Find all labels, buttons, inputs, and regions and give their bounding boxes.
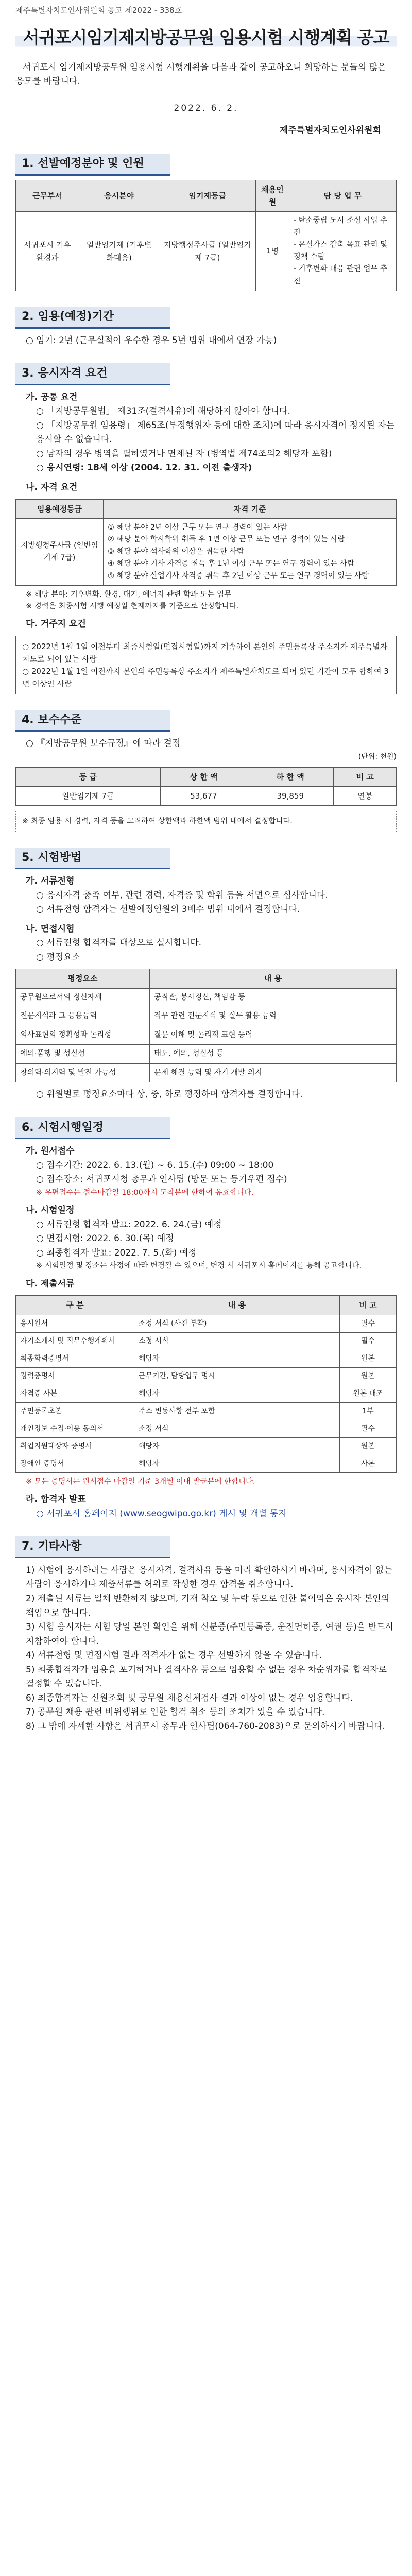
schedule-note: ※ 시험일정 및 장소는 사정에 따라 변경될 수 있으며, 변경 시 서귀포시 홈페이지를 통해 공고합니다. <box>36 1262 362 1270</box>
cell-doc: 자격증 사본 <box>16 1385 134 1402</box>
cell-doc-remark: 1부 <box>340 1402 397 1420</box>
cell-doc: 취업지원대상자 증명서 <box>16 1437 134 1455</box>
cell-doc-desc: 소정 서식 (사진 부착) <box>134 1315 340 1332</box>
pay-line: ○ 『지방공무원 보수규정』에 따라 결정 <box>26 738 181 749</box>
documents-note: ※ 모든 증명서는 원서접수 마감일 기준 3개월 이내 발급분에 한합니다. <box>26 1477 255 1486</box>
subheading-interview: 나. 면접시험 <box>26 923 75 934</box>
table-header-row <box>16 969 397 988</box>
cell-desc: 질문 이해 및 논리적 표현 능력 <box>150 1026 397 1044</box>
cell-lower: 39,859 <box>247 786 334 805</box>
list-item: 2) 제출된 서류는 일체 반환하지 않으며, 기재 착오 및 누락 등으로 인한 불이익은 응시자 본인의 책임으로 합니다. <box>26 1593 390 1618</box>
cell-factor: 전문지식과 그 응용능력 <box>16 1007 150 1026</box>
qualification-note: ※ 경력은 최종시험 시행 예정일 현재까지를 기준으로 산정합니다. <box>26 602 239 611</box>
list-item: 4) 서류전형 및 면접시험 결과 적격자가 없는 경우 선발하지 않을 수 있습니다. <box>26 1650 322 1661</box>
subheading-application: 가. 원서접수 <box>26 1146 75 1157</box>
residence-item: ○ 2022년 1월 1일 이전부터 최종시험일(면접시험일)까지 계속하여 본인의 주민등록상 주소지가 제주특별자치도로 되어 있는 사람 <box>22 641 388 664</box>
cell-doc-desc: 해당자 <box>134 1350 340 1367</box>
table-row <box>16 1045 397 1063</box>
cell-dept: 서귀포시 기후환경과 <box>16 212 79 291</box>
cell-field: 일반임기제 (기후변화대응) <box>79 212 159 291</box>
col-header: 자격 기준 <box>104 499 397 518</box>
col-header: 평정요소 <box>16 969 150 988</box>
list-item: 3) 시험 응시자는 시험 당일 본인 확인을 위해 신분증(주민등록증, 운전면허증, 여권 등)을 반드시 지참하여야 합니다. <box>26 1622 393 1647</box>
table-row <box>16 1007 397 1026</box>
subheading-common-req: 가. 공통 요건 <box>26 392 78 402</box>
section-heading-5: 5. 시험방법 <box>15 848 170 870</box>
table-row <box>16 1332 397 1350</box>
table-row <box>16 1315 397 1332</box>
list-item: 8) 그 밖에 자세한 사항은 서귀포시 총무과 인사팀(064-760-2083)으로 문의하시기 바랍니다. <box>26 1721 385 1732</box>
cell-grade: 지방행정주사급 (일반임기제 7급) <box>16 518 104 585</box>
cell-doc: 개인정보 수집·이용 동의서 <box>16 1420 134 1437</box>
cell-factor: 예의·품행 및 성실성 <box>16 1045 150 1063</box>
cell-criteria <box>104 518 397 585</box>
pay-table <box>15 767 397 806</box>
table-row <box>16 1385 397 1402</box>
schedule-item: ○ 접수장소: 서귀포시청 총무과 인사팀 (방문 또는 등기우편 접수) <box>36 1174 287 1185</box>
table-row <box>16 1402 397 1420</box>
table-header-row <box>16 180 397 212</box>
table-row <box>16 1063 397 1082</box>
method-item: ○ 서류전형 합격자를 대상으로 실시합니다. <box>36 938 202 948</box>
cell-doc-desc: 해당자 <box>134 1385 340 1402</box>
cell-remark: 연봉 <box>334 786 397 805</box>
schedule-item: ○ 면접시험: 2022. 6. 30.(목) 예정 <box>36 1233 174 1244</box>
cell-doc-desc: 해당자 <box>134 1455 340 1472</box>
section-heading-1: 1. 선발예정분야 및 인원 <box>15 154 170 176</box>
schedule-item: ○ 접수기간: 2022. 6. 13.(월) ~ 6. 15.(수) 09:00 ~ 18:00 <box>36 1160 274 1171</box>
cell-doc-remark: 필수 <box>340 1332 397 1350</box>
col-header: 임기제등급 <box>159 180 256 212</box>
criteria-item: ② 해당 분야 학사학위 취득 후 1년 이상 근무 또는 연구 경력이 있는 사람 <box>108 535 345 544</box>
col-header: 임용예정등급 <box>16 499 104 518</box>
col-header: 담 당 업 무 <box>289 180 396 212</box>
cell-doc-desc: 근무기간, 담당업무 명시 <box>134 1367 340 1385</box>
table-row <box>16 1420 397 1437</box>
announcement-method: ○ 서귀포시 홈페이지 (www.seogwipo.go.kr) 게시 및 개별 통지 <box>36 1508 287 1519</box>
cell-doc: 장애인 증명서 <box>16 1455 134 1472</box>
qualification-table <box>15 499 397 586</box>
subheading-announcement: 라. 합격자 발표 <box>26 1494 86 1505</box>
section-heading-2: 2. 임용(예정)기간 <box>15 307 170 329</box>
table-header-row <box>16 767 397 786</box>
col-header: 하 한 액 <box>247 767 334 786</box>
req-item: ○ 「지방공무원 임용령」 제65조(부정행위자 등에 대한 조치)에 따라 응시자격이 정지된 자는 응시할 수 없습니다. <box>36 420 395 445</box>
table-row <box>16 1455 397 1472</box>
cell-doc: 경력증명서 <box>16 1367 134 1385</box>
req-item-age: ○ 응시연령: 18세 이상 (2004. 12. 31. 이전 출생자) <box>36 463 252 473</box>
pay-unit: (단위: 천원) <box>358 752 397 761</box>
cell-doc-remark: 원본 <box>340 1350 397 1367</box>
col-header: 상 한 액 <box>160 767 247 786</box>
list-item: 1) 시험에 응시하려는 사람은 응시자격, 결격사유 등을 미리 확인하시기 바라며, 응시자격이 없는 사람이 응시하거나 제출서류를 허위로 작성한 경우 합격을 취소합니다. <box>26 1565 392 1590</box>
cell-grade: 일반임기제 7급 <box>16 786 161 805</box>
cell-doc-desc: 소정 서식 <box>134 1420 340 1437</box>
subheading-residence: 다. 거주지 요건 <box>26 619 86 630</box>
cell-doc: 주민등록초본 <box>16 1402 134 1420</box>
table-row <box>16 786 397 805</box>
cell-factor: 의사표현의 정확성과 논리성 <box>16 1026 150 1044</box>
col-header: 근무부서 <box>16 180 79 212</box>
announcement-date: 2022. 6. 2. <box>174 103 238 113</box>
list-item: 6) 최종합격자는 신원조회 및 공무원 채용신체검사 결과 이상이 없는 경우 임용합니다. <box>26 1692 353 1703</box>
residence-box <box>15 636 397 694</box>
col-header: 내 용 <box>150 969 397 988</box>
criteria-item: ① 해당 분야 2년 이상 근무 또는 연구 경력이 있는 사람 <box>108 523 287 532</box>
cell-doc: 응시원서 <box>16 1315 134 1332</box>
section-heading-7: 7. 기타사항 <box>15 1536 170 1558</box>
table-row <box>16 1437 397 1455</box>
col-header: 등 급 <box>16 767 161 786</box>
col-header: 응시분야 <box>79 180 159 212</box>
method-item: ○ 위원별로 평정요소마다 상, 중, 하로 평정하며 합격자를 결정합니다. <box>36 1089 303 1100</box>
qualification-note: ※ 해당 분야: 기후변화, 환경, 대기, 에너지 관련 학과 또는 업무 <box>26 590 232 599</box>
cell-doc-remark: 원본 대조 <box>340 1385 397 1402</box>
req-item: ○ 「지방공무원법」 제31조(결격사유)에 해당하지 않아야 합니다. <box>36 406 290 417</box>
subheading-document-screening: 가. 서류전형 <box>26 876 75 887</box>
col-header: 비 고 <box>340 1296 397 1315</box>
schedule-item: ○ 서류전형 합격자 발표: 2022. 6. 24.(금) 예정 <box>36 1219 222 1230</box>
misc-list <box>15 1564 397 1734</box>
subheading-documents: 다. 제출서류 <box>26 1278 75 1289</box>
term-line: ○ 임기: 2년 (근무실적이 우수한 경우 5년 범위 내에서 연장 가능) <box>26 335 277 346</box>
criteria-item: ③ 해당 분야 석사학위 이상을 취득한 사람 <box>108 547 244 556</box>
cell-doc-desc: 해당자 <box>134 1437 340 1455</box>
table-row <box>16 1026 397 1044</box>
table-header-row <box>16 1296 397 1315</box>
announcement-ref-number: 제주특별자치도인사위원회 공고 제2022 - 338호 <box>15 6 182 15</box>
schedule-item: ○ 최종합격자 발표: 2022. 7. 5.(화) 예정 <box>36 1247 197 1258</box>
cell-doc-remark: 사본 <box>340 1455 397 1472</box>
cell-desc: 태도, 예의, 성실성 등 <box>150 1045 397 1063</box>
page-title: 서귀포시임기제지방공무원 임용시험 시행계획 공고 <box>15 24 397 51</box>
issuer-name: 제주특별자치도인사위원회 <box>279 125 381 136</box>
cell-grade: 지방행정주사급 (일반임기제 7급) <box>159 212 256 291</box>
cell-doc-remark: 원본 <box>340 1437 397 1455</box>
cell-upper: 53,677 <box>160 786 247 805</box>
interview-criteria-table <box>15 969 397 1082</box>
cell-doc: 최종학력증명서 <box>16 1350 134 1367</box>
method-item: ○ 서류전형 합격자는 선발예정인원의 3배수 범위 내에서 결정합니다. <box>36 904 300 915</box>
cell-factor: 공무원으로서의 정신자세 <box>16 988 150 1007</box>
cell-desc: 공직관, 봉사정신, 책임감 등 <box>150 988 397 1007</box>
cell-doc-remark: 필수 <box>340 1315 397 1332</box>
criteria-item: ⑤ 해당 분야 산업기사 자격증 취득 후 2년 이상 근무 또는 연구 경력이 있는 사람 <box>108 571 369 580</box>
col-header: 채용인원 <box>256 180 289 212</box>
schedule-note: ※ 우편접수는 접수마감일 18:00까지 도착분에 한하여 유효합니다. <box>36 1188 254 1197</box>
cell-desc: 직무 관련 전문지식 및 실무 활용 능력 <box>150 1007 397 1026</box>
table-header-row <box>16 499 397 518</box>
table-row <box>16 988 397 1007</box>
col-header: 구 분 <box>16 1296 134 1315</box>
cell-desc: 문제 해결 능력 및 자기 개발 의지 <box>150 1063 397 1082</box>
pay-note: ※ 최종 임용 시 경력, 자격 등을 고려하여 상한액과 하한액 범위 내에서 결정합니다. <box>15 811 397 832</box>
table-row <box>16 1367 397 1385</box>
cell-doc-desc: 주소 변동사항 전부 포함 <box>134 1402 340 1420</box>
lead-paragraph: 서귀포시 임기제지방공무원 임용시험 시행계획을 다음과 같이 공고하오니 희망하는 분들의 많은 응모를 바랍니다. <box>15 62 386 87</box>
col-header: 비 고 <box>334 767 397 786</box>
criteria-item: ④ 해당 분야 기사 자격증 취득 후 1년 이상 근무 또는 연구 경력이 있는 사람 <box>108 560 354 568</box>
subheading-exam-schedule: 나. 시험일정 <box>26 1205 75 1216</box>
col-header: 내 용 <box>134 1296 340 1315</box>
cell-doc-desc: 소정 서식 <box>134 1332 340 1350</box>
subheading-qualification: 나. 자격 요건 <box>26 482 78 493</box>
table-row <box>16 1350 397 1367</box>
section-heading-4: 4. 보수수준 <box>15 710 170 732</box>
selection-plan-table <box>15 180 397 292</box>
table-row <box>16 518 397 585</box>
cell-doc-remark: 필수 <box>340 1420 397 1437</box>
req-item: ○ 남자의 경우 병역을 필하였거나 면제된 자 (병역법 제74조의2 해당자 포함) <box>36 448 332 459</box>
section-heading-6: 6. 시험시행일정 <box>15 1117 170 1140</box>
cell-duties: - 탄소중립 도시 조성 사업 추진 - 온실가스 감축 목표 관리 및 정책 수립 - 기후변화 대응 관련 업무 추진 <box>289 212 396 291</box>
cell-count: 1명 <box>256 212 289 291</box>
section-heading-3: 3. 응시자격 요건 <box>15 363 170 385</box>
residence-item: ○ 2022년 1월 1일 이전까지 본인의 주민등록상 주소지가 제주특별자치도로 되어 있던 기간이 모두 합하여 3년 이상인 사람 <box>22 666 389 688</box>
method-item: ○ 평정요소 <box>36 952 80 962</box>
list-item: 5) 최종합격자가 임용을 포기하거나 결격사유 등으로 임용할 수 없는 경우 차순위자를 합격자로 결정할 수 있습니다. <box>26 1664 387 1689</box>
documents-table <box>15 1295 397 1472</box>
method-item: ○ 응시자격 충족 여부, 관련 경력, 자격증 및 학위 등을 서면으로 심사합니다. <box>36 890 328 901</box>
cell-factor: 창의력·의지력 및 발전 가능성 <box>16 1063 150 1082</box>
table-row <box>16 212 397 291</box>
cell-doc: 자기소개서 및 직무수행계획서 <box>16 1332 134 1350</box>
list-item: 7) 공무원 채용 관련 비위행위로 인한 합격 취소 등의 조치가 있을 수 있습니다. <box>26 1707 325 1718</box>
cell-doc-remark: 원본 <box>340 1367 397 1385</box>
